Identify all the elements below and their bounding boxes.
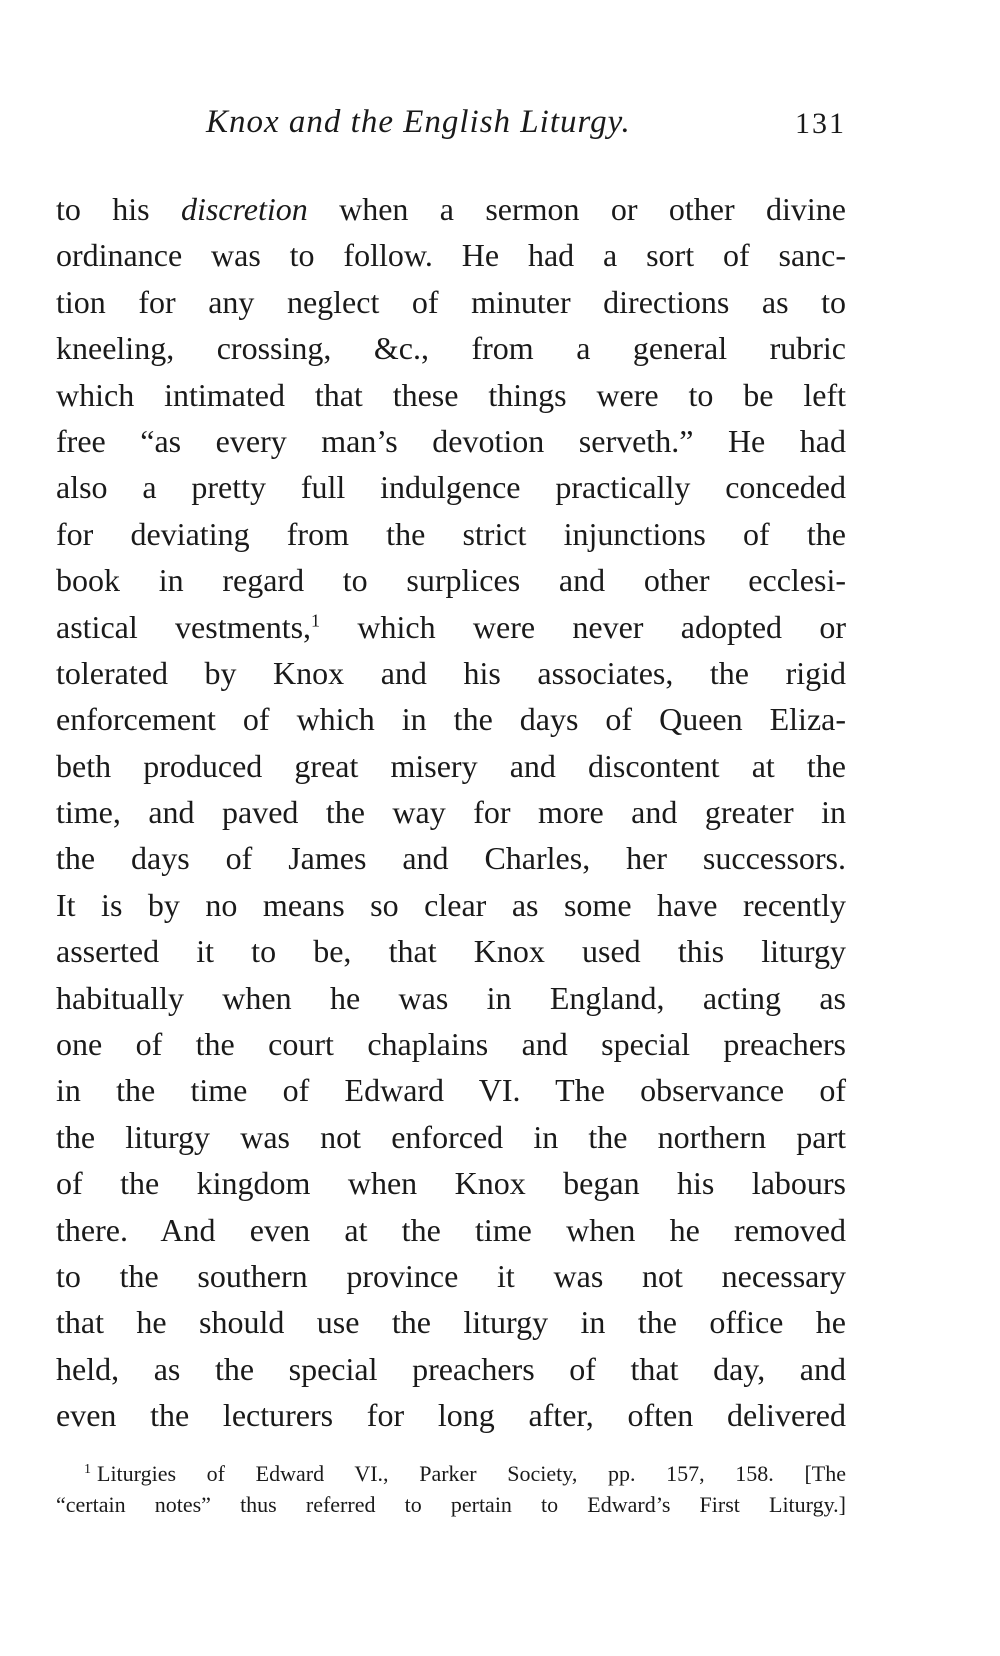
footnote-line [56, 1458, 846, 1489]
text-line: in the time of Edward VI. The observance of [56, 1072, 846, 1109]
text-line: book in regard to surplices and other ecclesi- [56, 562, 846, 599]
footnote-text: Liturgies of Edward VI., Parker Society, pp. 157, 158. [The [97, 1461, 846, 1486]
text-line: of the kingdom when Knox began his labours [56, 1165, 846, 1202]
text-line: for deviating from the strict injunctions of the [56, 515, 846, 552]
text-line: one of the court chaplains and special preachers [56, 1026, 846, 1063]
text-line [56, 604, 846, 650]
text-segment: which were never adopted or [320, 608, 847, 645]
text-line: asserted it to be, that Knox used this liturgy [56, 933, 846, 970]
body-text [56, 186, 846, 1439]
page-number: 131 [795, 107, 846, 140]
text-line: the liturgy was not enforced in the northern part [56, 1118, 846, 1155]
footnote-marker: 1 [84, 1461, 91, 1477]
text-segment: astical vestments, [56, 608, 312, 645]
text-line: to the southern province it was not necessary [56, 1257, 846, 1294]
text-line: also a pretty full indulgence practically conceded [56, 469, 846, 506]
text-line: enforcement of which in the days of Queen Eliza- [56, 701, 846, 738]
running-head [56, 104, 846, 154]
text-line: that he should use the liturgy in the office he [56, 1304, 846, 1341]
text-line: tolerated by Knox and his associates, the rigid [56, 654, 846, 691]
text-segment: to his [56, 191, 150, 227]
text-line: It is by no means so clear as some have recently [56, 886, 846, 923]
text-line: held, as the special preachers of that day, and [56, 1350, 846, 1387]
text-line: beth produced great misery and discontent at the [56, 747, 846, 784]
text-line: even the lecturers for long after, often delivered [56, 1397, 846, 1434]
italic-word: discretion [180, 191, 308, 227]
text-line: which intimated that these things were to be left [56, 376, 846, 413]
text-segment: when a sermon or other divine [339, 191, 847, 227]
text-line: time, and paved the way for more and greater in [56, 794, 846, 831]
footnote-line: “certain notes” thus referred to pertain to Edward’s First Liturgy.] [56, 1492, 846, 1517]
text-line: there. And even at the time when he removed [56, 1211, 846, 1248]
footnote [56, 1458, 846, 1520]
text-line: ordinance was to follow. He had a sort of sanc- [56, 237, 846, 274]
text-line: the days of James and Charles, her successors. [56, 840, 846, 877]
text-line: kneeling, crossing, &c., from a general rubric [56, 330, 846, 367]
text-line: habitually when he was in England, acting as [56, 979, 846, 1016]
running-title: Knox and the English Liturgy. [206, 104, 631, 140]
footnote-reference: 1 [311, 609, 321, 630]
text-line [56, 186, 846, 232]
text-line: tion for any neglect of minuter directions as to [56, 283, 846, 320]
text-line: free “as every man’s devotion serveth.” He had [56, 422, 846, 459]
